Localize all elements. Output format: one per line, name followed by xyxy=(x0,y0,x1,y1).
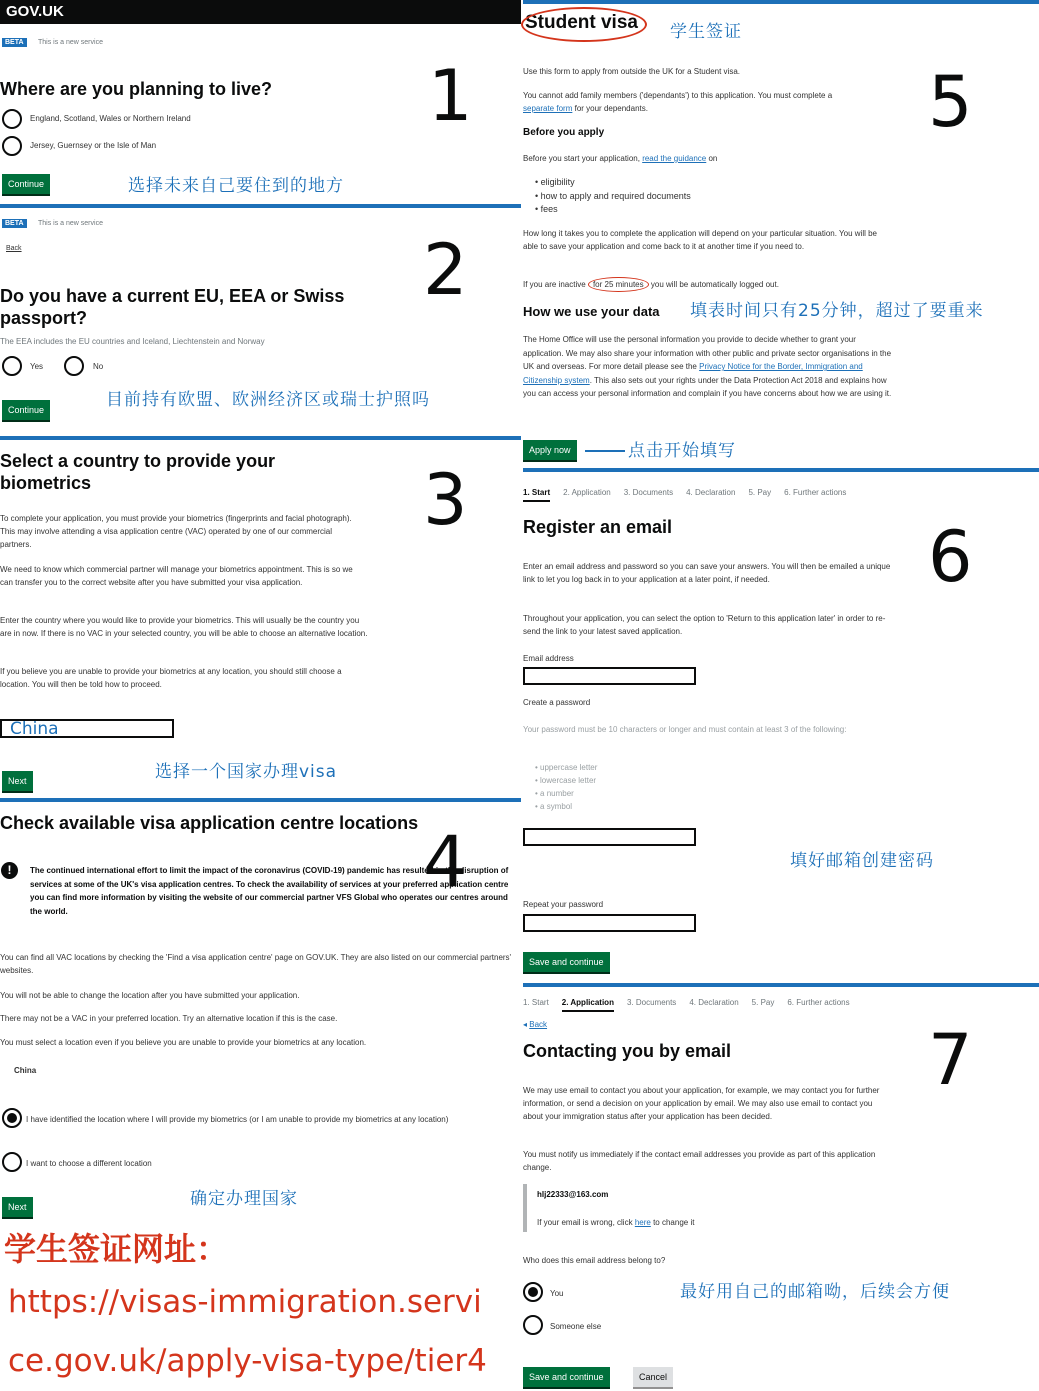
p1-opt2-label: Jersey, Guernsey or the Isle of Man xyxy=(30,141,157,150)
p5-bullet-3-text: fees xyxy=(540,204,558,214)
p6-password-input[interactable] xyxy=(523,828,696,846)
footer-label: 学生签证网址： xyxy=(4,1230,229,1268)
p2-back-link[interactable]: Back xyxy=(6,245,22,252)
p7-cancel-button[interactable]: Cancel xyxy=(633,1367,673,1387)
p5-para5-a: If you are inactive xyxy=(523,280,586,289)
p4-opt1-label: I have identified the location where I will provide my biometrics (or I am unable to provide my biometrics at any location) xyxy=(26,1115,449,1124)
p5-para5-circled: for 25 minutes xyxy=(588,277,649,292)
warning-icon: ! xyxy=(1,862,18,879)
p5-para2-a: You cannot add family members ('dependants') to this application. You must complete a xyxy=(523,91,833,100)
p4-opt2-label: I want to choose a different location xyxy=(26,1159,152,1168)
p5-para6 xyxy=(523,333,893,401)
p5-para4: How long it takes you to complete the application will depend on your particular situation. You will be able to save your application and come back to it at another time if you need to. xyxy=(523,229,877,251)
footer-url-line1: https://visas-immigration.servi xyxy=(8,1284,482,1320)
p2-beta-text: This is a new service xyxy=(38,220,103,227)
p4-para3: There may not be a VAC in your preferred location. Try an alternative location if this is the case. xyxy=(0,1014,338,1023)
p4-heading: Check available visa application centre locations xyxy=(0,813,419,833)
p7-step-number: 7 xyxy=(928,1019,973,1101)
p6-stepper xyxy=(523,488,943,502)
p7-wrong-a: If your email is wrong, click xyxy=(537,1218,633,1227)
p7-save-button[interactable]: Save and continue xyxy=(523,1367,610,1387)
p5-para3-a: Before you start your application, xyxy=(523,154,640,163)
p6-step-6[interactable]: 6. Further actions xyxy=(784,488,847,497)
p4-annotation: 确定办理国家 xyxy=(190,1189,298,1209)
p7-heading: Contacting you by email xyxy=(523,1041,732,1061)
govuk-logo[interactable]: GOV.UK xyxy=(6,3,64,20)
p7-step-3[interactable]: 3. Documents xyxy=(626,998,677,1007)
p4-warning-text: The continued international effort to limit the impact of the coronavirus (COVID-19) pandemic has resulted in the disruption of services at some of the UK's visa application centres. To check the availability of services at your preferred application centre you can find more information by visiting the website of our commercial partner VFS Global who operates our centres around the world. xyxy=(30,866,509,916)
p5-step-number: 5 xyxy=(928,61,973,143)
p7-change-email-link[interactable]: here xyxy=(634,1218,651,1227)
p5-heading-circle xyxy=(521,7,647,42)
p7-stepper xyxy=(523,998,943,1012)
p4-radio-different[interactable] xyxy=(2,1152,22,1172)
p5-para5 xyxy=(523,278,779,292)
p5-para2 xyxy=(523,89,863,115)
p2-step-number: 2 xyxy=(423,229,468,311)
footer-url-line2: ce.gov.uk/apply-visa-type/tier4 xyxy=(8,1343,487,1379)
p2-yes-label: Yes xyxy=(30,362,44,371)
p6-step-5[interactable]: 5. Pay xyxy=(748,488,772,497)
p7-para2: You must notify us immediately if the contact email addresses you provide as part of this application change. xyxy=(523,1150,876,1172)
p5-para3-b: on xyxy=(708,154,718,163)
p5-separate-form-link[interactable]: separate form xyxy=(523,104,573,113)
p6-password-hint: Your password must be 10 characters or longer and must contain at least 3 of the following: xyxy=(523,725,847,734)
p1-radio-crown[interactable] xyxy=(2,136,22,156)
p6-email-input[interactable] xyxy=(523,667,696,685)
p4-radio-identified[interactable] xyxy=(2,1108,22,1128)
p6-bullet-2-text: lowercase letter xyxy=(540,776,597,785)
p1-radio-uk[interactable] xyxy=(2,109,22,129)
p7-who-label: Who does this email address belong to? xyxy=(523,1256,666,1265)
p7-someone-label: Someone else xyxy=(550,1322,602,1331)
p6-step-4[interactable]: 4. Declaration xyxy=(686,488,736,497)
p3-para1: To complete your application, you must provide your biometrics (fingerprints and facial photograph). This may involve attending a visa application centre (VAC) operated by one of our commercial partners. xyxy=(0,514,352,549)
p6-bullet-1-text: uppercase letter xyxy=(540,763,598,772)
p6-bullet-2: • lowercase letter xyxy=(535,776,597,785)
p6-step-3[interactable]: 3. Documents xyxy=(623,488,674,497)
p3-para3: Enter the country where you would like to provide your biometrics. This will usually be the country you are in now. If there is no VAC in your selected country, you will be able to choose an alternative location. xyxy=(0,616,368,638)
p5-bullet-1: • eligibility xyxy=(535,177,575,187)
p1-question: Where are you planning to live? xyxy=(0,79,273,99)
p7-wrong-b: to change it xyxy=(653,1218,695,1227)
p4-step-number: 4 xyxy=(423,821,468,903)
p5-bullet-1-text: eligibility xyxy=(540,177,575,187)
p5-para6-a: The Home Office will use the personal information you provide to decide whether to grant your application. We may also share your information with other public and private sector organisations in the UK and overseas. For more detail please see the xyxy=(523,335,892,371)
p2-continue-button[interactable]: Continue xyxy=(2,400,50,420)
p6-bullet-3: • a number xyxy=(535,789,574,798)
p5-bullet-2: • how to apply and required documents xyxy=(535,191,691,201)
p7-para1: We may use email to contact you about your application, for example, we may contact you for further information, or send a decision on your application by email. We may also use email to contact you about your immigration status after your application has been decided. xyxy=(523,1086,880,1121)
p7-annotation: 最好用自己的邮箱呦，后续会方便 xyxy=(680,1282,950,1302)
p6-annotation: 填好邮箱创建密码 xyxy=(790,851,934,871)
p3-para2: We need to know which commercial partner will manage your biometrics appointment. This is so we can transfer you to the correct website after you have submitted your visa application. xyxy=(0,565,353,587)
p5-bullet-2-text: how to apply and required documents xyxy=(540,191,691,201)
p2-radio-yes[interactable] xyxy=(2,356,22,376)
p3-para4: If you believe you are unable to provide your biometrics at any location, you should still choose a location. You will then be told how to proceed. xyxy=(0,667,342,689)
p3-country-value: China xyxy=(10,719,59,739)
p7-step-4[interactable]: 4. Declaration xyxy=(689,998,739,1007)
p5-before-heading: Before you apply xyxy=(523,127,605,138)
p7-back-link[interactable]: Back xyxy=(529,1020,548,1029)
p6-step-number: 6 xyxy=(928,516,973,598)
p3-step-number: 3 xyxy=(423,459,468,541)
p5-para2-b: for your dependants. xyxy=(574,104,648,113)
p5-data-note: 填表时间只有25分钟，超过了要重来 xyxy=(690,301,984,321)
p7-email-value: hlj22333@163.com xyxy=(537,1190,609,1199)
p6-bullet-4: • a symbol xyxy=(535,802,573,811)
p6-para2: Throughout your application, you can select the option to 'Return to this application later' in order to re-send the link to your latest saved application. xyxy=(523,614,886,636)
p1-continue-button[interactable]: Continue xyxy=(2,174,50,194)
p1-divider xyxy=(0,204,521,208)
p7-radio-someone[interactable] xyxy=(523,1315,543,1335)
p2-question: Do you have a current EU, EEA or Swiss passport? xyxy=(0,286,345,328)
p2-divider xyxy=(0,436,521,440)
p7-email-panel xyxy=(523,1184,527,1232)
p5-para3 xyxy=(523,152,717,166)
p7-radio-you[interactable] xyxy=(523,1282,543,1302)
p7-back-link-wrap[interactable]: ◂ Back xyxy=(523,1020,548,1029)
p7-step-2[interactable]: 2. Application xyxy=(562,998,614,1012)
p6-save-button[interactable]: Save and continue xyxy=(523,952,610,972)
p6-bullet-1: • uppercase letter xyxy=(535,763,598,772)
p2-annotation: 目前持有欧盟、欧洲经济区或瑞士护照吗 xyxy=(106,390,430,410)
p5-para5-b: you will be automatically logged out. xyxy=(650,280,779,289)
p6-bullet-4-text: a symbol xyxy=(540,802,573,811)
p4-next-button[interactable]: Next xyxy=(2,1197,33,1217)
p5-btn-note: 点击开始填写 xyxy=(628,441,736,461)
p7-wrong-text xyxy=(537,1216,694,1230)
p2-no-label: No xyxy=(93,362,104,371)
govuk-header xyxy=(0,0,521,24)
p6-step-2[interactable]: 2. Application xyxy=(563,488,611,497)
p4-para1: You can find all VAC locations by checking the 'Find a visa application centre' page on GOV.UK. They are also listed on our commercial partners' websites. xyxy=(0,953,512,975)
p7-step-5[interactable]: 5. Pay xyxy=(751,998,775,1007)
p6-repeat-input[interactable] xyxy=(523,914,696,932)
p6-divider xyxy=(523,983,1039,987)
p2-beta-tag: BETA xyxy=(2,219,27,228)
p4-para4: You must select a location even if you believe you are unable to provide your biometrics at any location. xyxy=(0,1038,367,1047)
p5-divider xyxy=(523,468,1039,472)
p3-next-button[interactable]: Next xyxy=(2,771,33,791)
p3-annotation: 选择一个国家办理visa xyxy=(155,762,338,782)
p3-divider xyxy=(0,798,521,802)
p6-bullet-3-text: a number xyxy=(540,789,574,798)
p5-guidance-link[interactable]: read the guidance xyxy=(642,154,707,163)
p4-country-label: China xyxy=(14,1066,37,1075)
p7-step-6[interactable]: 6. Further actions xyxy=(787,998,850,1007)
p5-data-heading: How we use your data xyxy=(523,304,660,319)
p6-email-label: Email address xyxy=(523,654,574,663)
p3-country-input[interactable] xyxy=(0,719,174,738)
beta-text: This is a new service xyxy=(38,39,103,46)
p2-hint: The EEA includes the EU countries and Iceland, Liechtenstein and Norway xyxy=(0,337,265,346)
p6-para1: Enter an email address and password so you can save your answers. You will then be emailed a unique link to let you log back in to your application at a later point, if needed. xyxy=(523,562,891,584)
p6-password-label: Create a password xyxy=(523,698,591,707)
p7-you-label: You xyxy=(550,1289,564,1298)
p5-arrow-line xyxy=(585,450,625,452)
p6-repeat-label: Repeat your password xyxy=(523,900,604,909)
p5-para6-b: . This also sets out your rights under the Data Protection Act 2018 and explains how you can access your personal information and complain if you have concerns about how we are using it. xyxy=(523,375,892,398)
p5-heading-note: 学生签证 xyxy=(670,22,742,42)
p5-heading: Student visa xyxy=(525,12,638,33)
beta-tag: BETA xyxy=(2,38,27,47)
p4-para2: You will not be able to change the location after you have submitted your application. xyxy=(0,991,300,1000)
p5-apply-button[interactable]: Apply now xyxy=(523,440,577,460)
p1-step-number: 1 xyxy=(428,55,473,137)
p5-bullet-3: • fees xyxy=(535,204,558,214)
p1-opt1-label: England, Scotland, Wales or Northern Ireland xyxy=(30,114,191,123)
p2-radio-no[interactable] xyxy=(64,356,84,376)
p6-step-1[interactable]: 1. Start xyxy=(523,488,550,502)
p1-annotation: 选择未来自己要住到的地方 xyxy=(128,176,344,196)
p3-heading: Select a country to provide your biometrics xyxy=(0,451,276,493)
p6-heading: Register an email xyxy=(523,517,673,537)
p7-step-1[interactable]: 1. Start xyxy=(523,998,549,1007)
p5-privacy-link[interactable]: Privacy Notice for the Border, Immigration and Citizenship system xyxy=(523,362,863,385)
p5-top-rule xyxy=(523,0,1039,4)
p5-para1: Use this form to apply from outside the UK for a Student visa. xyxy=(523,67,740,76)
